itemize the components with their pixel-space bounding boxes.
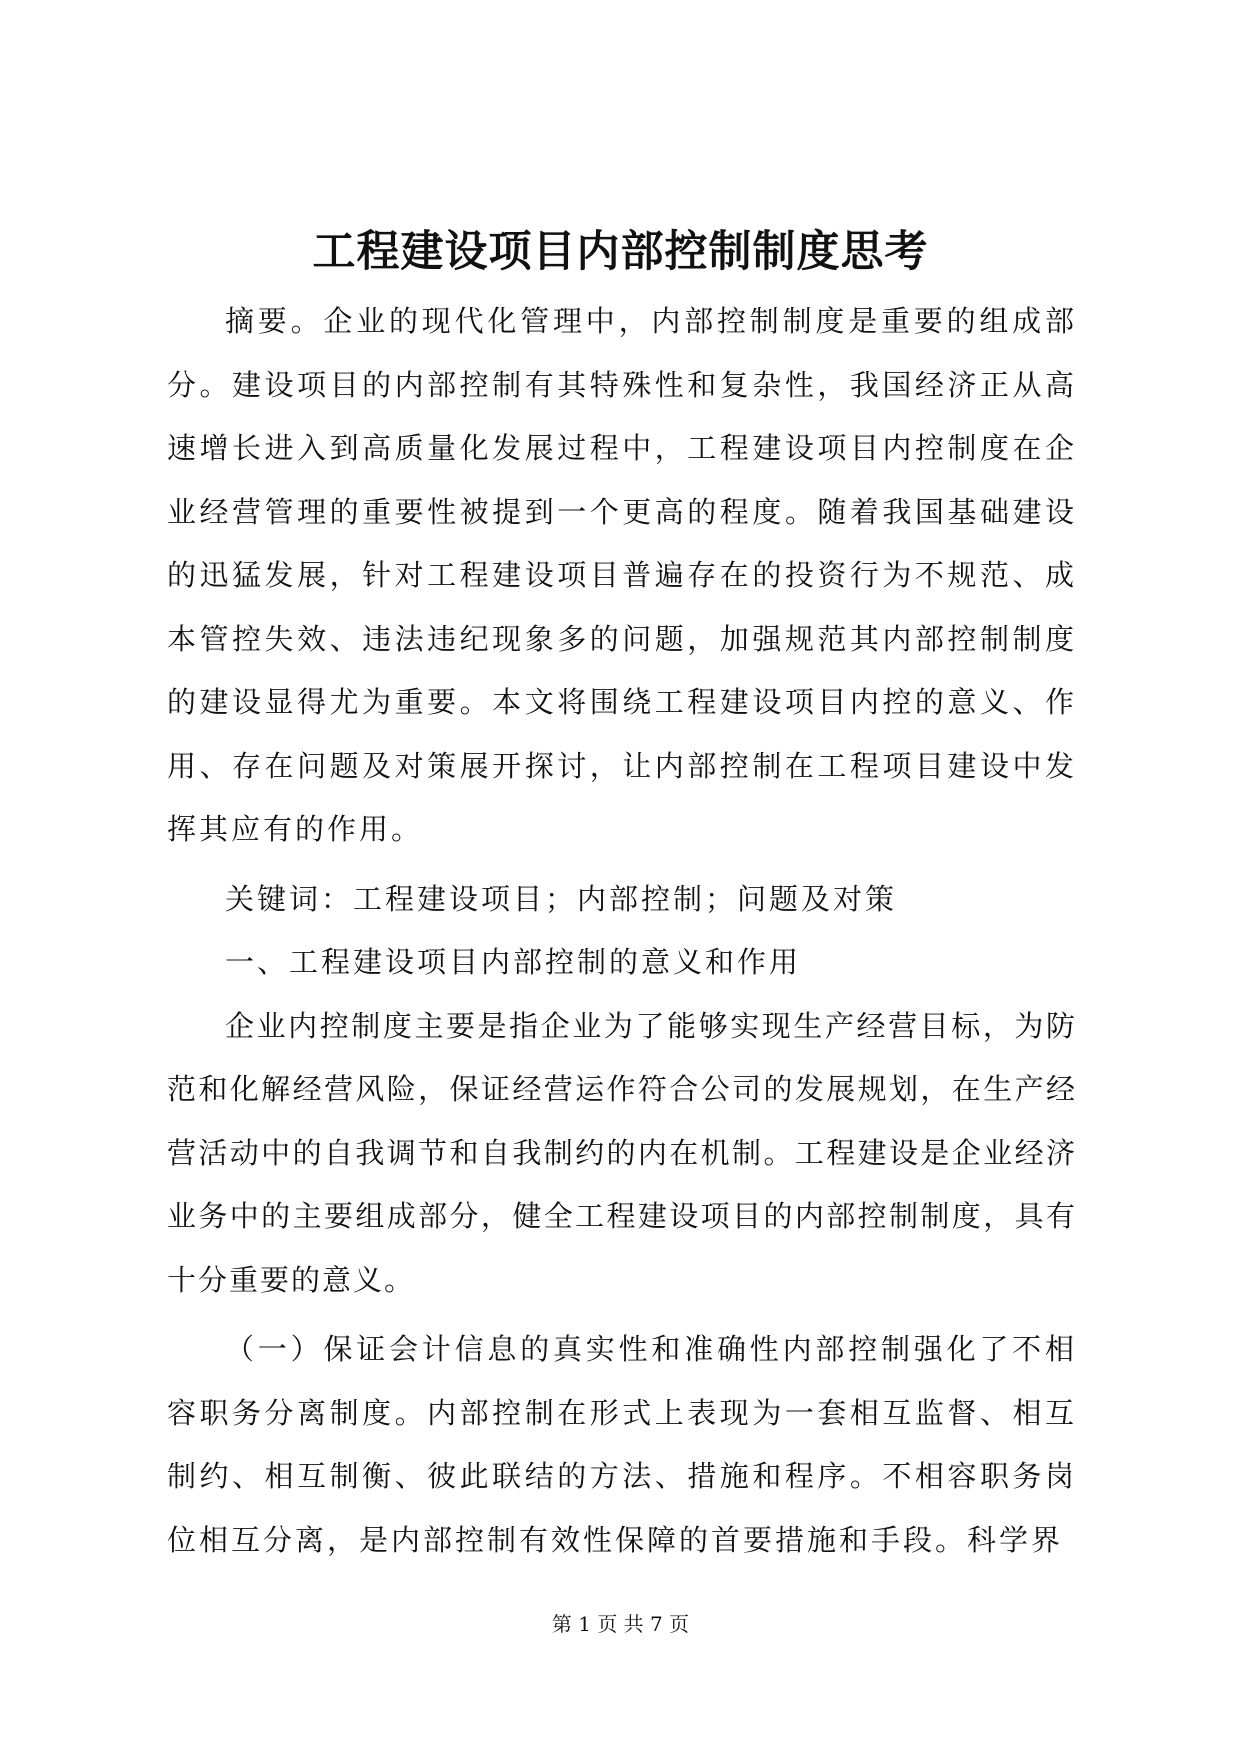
body-paragraph: （一）保证会计信息的真实性和准确性内部控制强化了不相容职务分离制度。内部控制在形式上表现为一套相互监督、相互制约、相互制衡、彼此联结的方法、措施和程序。不相容职务岗位相互分离，是内部控制有效性保障的首要措施和手段。科学界 <box>167 1332 1077 1557</box>
section-heading: 一、工程建设项目内部控制的意义和作用 <box>225 945 802 979</box>
body-paragraph: 企业内控制度主要是指企业为了能够实现生产经营目标，为防范和化解经营风险，保证经营运作符合公司的发展规划，在生产经营活动中的自我调节和自我制约的内在机制。工程建设是企业经济业务中的主要组成部分，健全工程建设项目的内部控制制度，具有十分重要的意义。 <box>167 1008 1077 1297</box>
abstract-paragraph: 摘要。企业的现代化管理中，内部控制制度是重要的组成部分。建设项目的内部控制有其特殊性和复杂性，我国经济正从高速增长进入到高质量化发展过程中，工程建设项目内控制度在企业经营管理的重要性被提到一个更高的程度。随着我国基础建设的迅猛发展，针对工程建设项目普遍存在的投资行为不规范、成本管控失效、违法违纪现象多的问题，加强规范其内部控制制度的建设显得尤为重要。本文将围绕工程建设项目内控的意义、作用、存在问题及对策展开探讨，让内部控制在工程项目建设中发挥其应有的作用。 <box>167 304 1077 846</box>
keywords-paragraph: 关键词：工程建设项目；内部控制；问题及对策 <box>225 881 898 916</box>
document-title: 工程建设项目内部控制制度思考 <box>312 227 929 277</box>
document-body <box>167 290 1077 1572</box>
page-number-footer: 第 1 页 共 7 页 <box>551 1612 690 1636</box>
